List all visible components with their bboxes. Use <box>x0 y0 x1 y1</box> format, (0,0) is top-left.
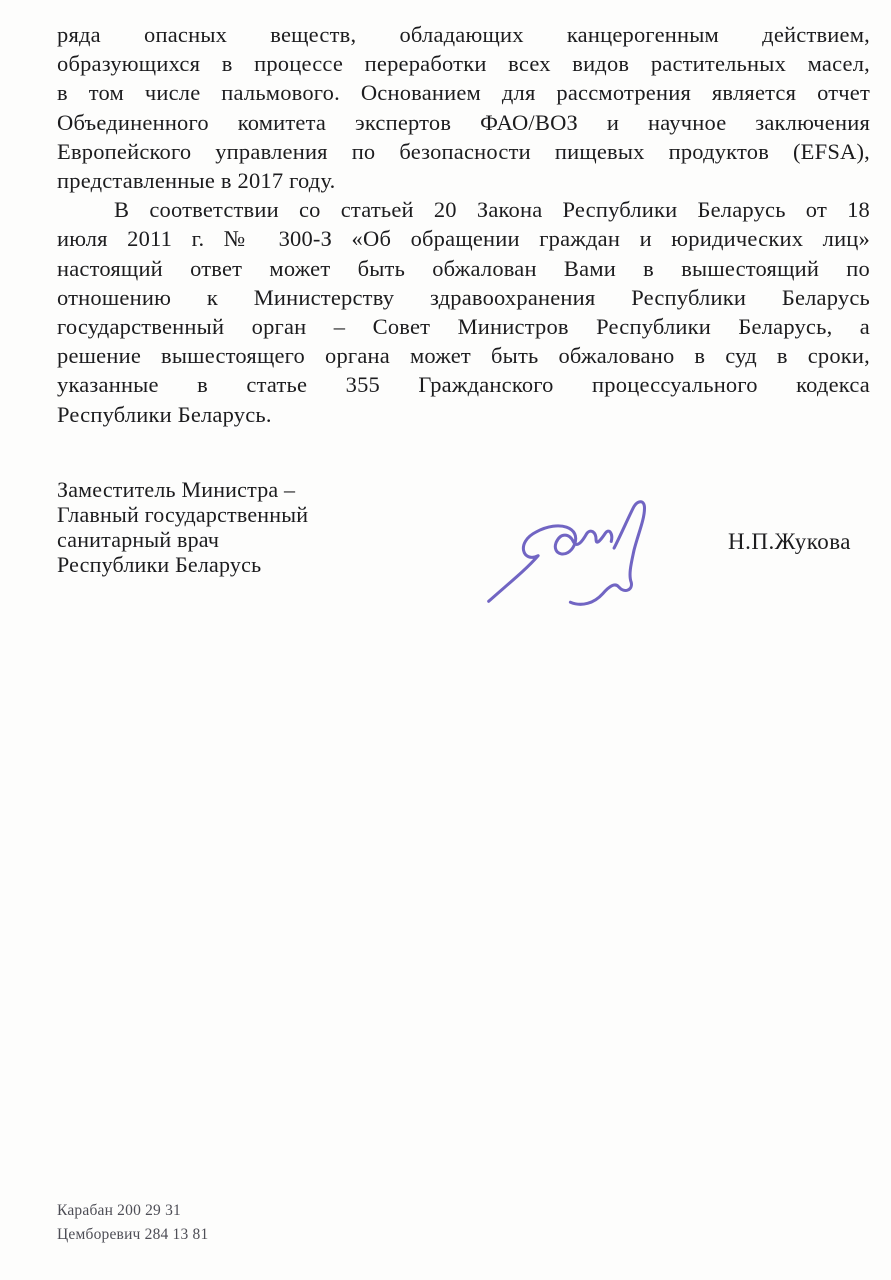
text-line: указанные в статье 355 Гражданского процессуального кодекса <box>57 372 870 398</box>
text-line: июля 2011 г. № 300-З «Об обращении граждан и юридических лиц» <box>57 226 870 252</box>
text-line: Республики Беларусь <box>57 552 262 577</box>
text-line: Объединенного комитета экспертов ФАО/ВОЗ и научное заключения <box>57 109 870 135</box>
text-line: ряда опасных веществ, обладающих канцерогенным действием, <box>57 22 870 47</box>
signature-stroke-flourish <box>570 502 644 605</box>
text-line: Республики Беларусь. <box>57 401 272 427</box>
text-line: государственный орган – Совет Министров Республики Беларусь, а <box>57 314 870 340</box>
text-line: Заместитель Министра – <box>57 477 296 502</box>
text-line: Цемборевич 284 13 81 <box>57 1226 209 1243</box>
text-line: представленные в 2017 году. <box>57 168 336 194</box>
signatory-title <box>57 477 397 577</box>
letter-body <box>57 20 870 429</box>
text-line: Карабан 200 29 31 <box>57 1202 181 1219</box>
text-line: Главный государственный <box>57 502 309 527</box>
body-paragraph-2 <box>57 195 870 429</box>
text-line: В соответствии со статьей 20 Закона Республики Беларусь от 18 <box>114 197 870 223</box>
signer-name: Н.П.Жукова <box>728 529 851 554</box>
text-line: Европейского управления по безопасности пищевых продуктов (EFSA), <box>57 138 870 164</box>
text-line: в том числе пальмового. Основанием для рассмотрения является отчет <box>57 80 870 106</box>
text-line: отношению к Министерству здравоохранения Республики Беларусь <box>57 284 870 310</box>
signature-stroke-main <box>489 526 612 601</box>
text-line: решение вышестоящего органа может быть обжаловано в суд в сроки, <box>57 343 870 369</box>
body-paragraph-1 <box>57 20 870 195</box>
signature-section <box>0 477 891 647</box>
text-line: настоящий ответ может быть обжалован Вами в вышестоящий по <box>57 255 870 281</box>
contact-footer <box>57 1199 208 1247</box>
handwritten-signature-icon <box>483 491 673 609</box>
text-line: санитарный врач <box>57 527 220 552</box>
text-line: образующихся в процессе переработки всех видов растительных масел, <box>57 51 870 77</box>
